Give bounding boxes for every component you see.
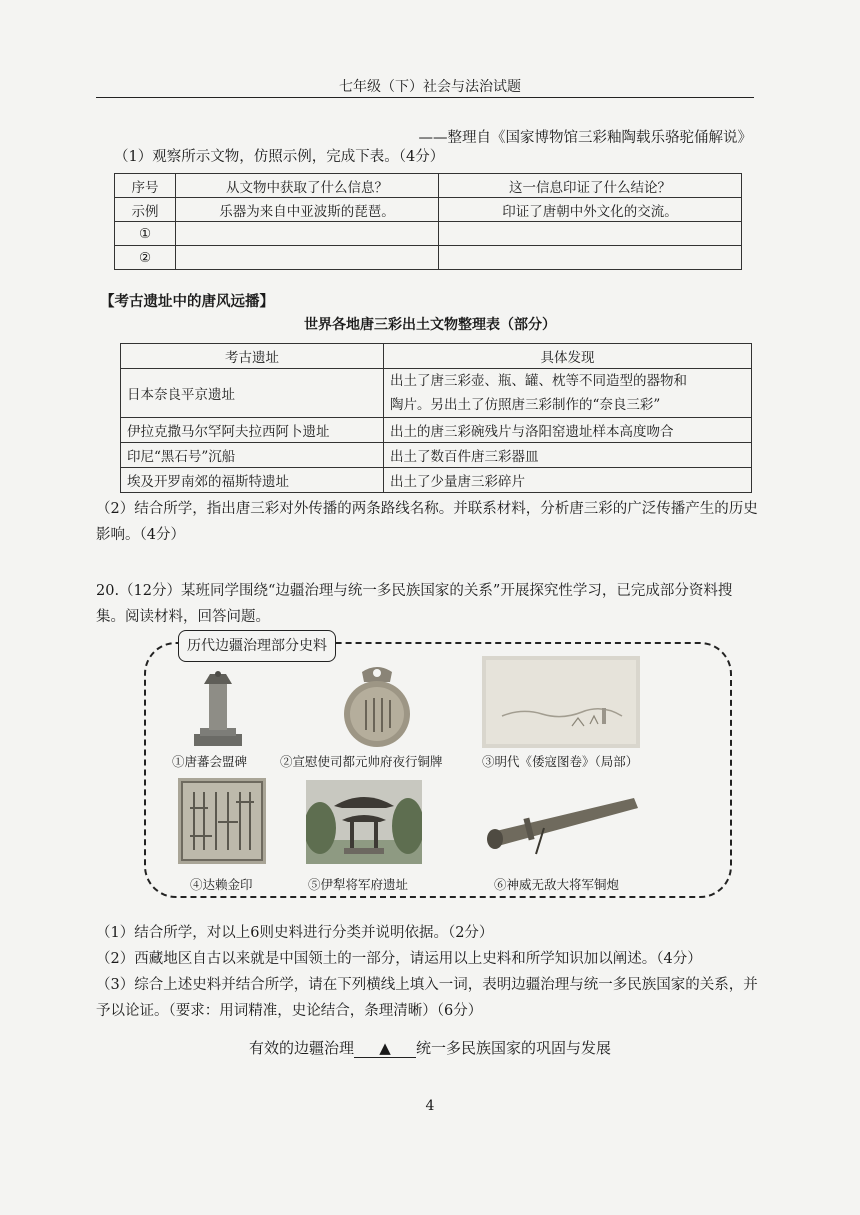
artifact-info-table xyxy=(114,173,742,270)
table-caption: 世界各地唐三彩出土文物整理表（部分） xyxy=(304,317,556,333)
fill-blank-line xyxy=(0,1037,860,1058)
table-row xyxy=(115,246,742,270)
sub-question-1: （1）结合所学，对以上6则史料进行分类并说明依据。（2分） xyxy=(96,925,494,941)
answer-cell[interactable] xyxy=(176,246,439,270)
find-cell xyxy=(384,369,752,418)
material-caption: ②宣慰使司都元帅府夜行铜牌 xyxy=(280,754,443,769)
fill-blank-left: 有效的边疆治理 xyxy=(248,1039,354,1057)
material-caption: ①唐蕃会盟碑 xyxy=(172,754,248,769)
table-cell: 印证了唐朝中外文化的交流。 xyxy=(439,198,742,222)
question-2-text: （2）结合所学，指出唐三彩对外传播的两条路线名称。并联系材料，分析唐三彩的广泛传播产生的历史影响。（4分） xyxy=(96,501,758,543)
table-header-cell: 这一信息印证了什么结论？ xyxy=(439,174,742,198)
table-header-cell: 序号 xyxy=(115,174,176,198)
page-number: 4 xyxy=(425,1098,435,1114)
stele-photo-icon xyxy=(190,670,246,748)
table-cell: ② xyxy=(115,246,176,270)
find-line: 陶片。另出土了仿照唐三彩制作的“奈良三彩” xyxy=(390,397,661,413)
section-title: 【考古遗址中的唐风远播】 xyxy=(100,294,274,310)
bronze-plaque-photo-icon xyxy=(340,664,414,750)
header-rule xyxy=(96,97,754,98)
golden-seal-photo-icon xyxy=(178,778,266,864)
page-header-title: 七年级（下）社会与法治试题 xyxy=(339,79,521,95)
table-header-cell: 考古遗址 xyxy=(121,344,384,369)
find-line: 出土了唐三彩壶、瓶、罐、枕等不同造型的器物和 xyxy=(390,373,687,389)
sub-questions xyxy=(96,920,764,1024)
bronze-cannon-photo-icon xyxy=(484,788,642,858)
site-cell: 印尼“黑石号”沉船 xyxy=(121,443,384,468)
fill-blank-right: 统一多民族国家的巩固与发展 xyxy=(416,1039,612,1057)
question-1-text: （1）观察所示文物，仿照示例，完成下表。（4分） xyxy=(114,149,445,165)
site-cell: 埃及开罗南郊的福斯特遗址 xyxy=(121,468,384,493)
table-cell: ① xyxy=(115,222,176,246)
materials-title: 历代边疆治理部分史料 xyxy=(178,630,336,662)
table-header-row xyxy=(115,174,742,198)
fill-blank-input[interactable] xyxy=(354,1039,416,1058)
find-cell: 出土的唐三彩碗残片与洛阳窑遗址样本高度吻合 xyxy=(384,418,752,443)
material-caption: ④达赖金印 xyxy=(190,877,253,892)
table-row xyxy=(115,222,742,246)
answer-cell[interactable] xyxy=(176,222,439,246)
table-row xyxy=(121,443,752,468)
triangle-marker-icon: ▲ xyxy=(379,1039,391,1057)
table-row xyxy=(121,468,752,493)
question-20-text: 20.（12分）某班同学围绕“边疆治理与统一多民族国家的关系”开展探究性学习，已完成部分资料搜集。阅读材料，回答问题。 xyxy=(96,583,733,625)
site-cell: 伊拉克撒马尔罕阿夫拉西阿卜遗址 xyxy=(121,418,384,443)
find-cell: 出土了少量唐三彩碎片 xyxy=(384,468,752,493)
table-row xyxy=(121,418,752,443)
table-cell: 示例 xyxy=(115,198,176,222)
sub-question-3: （3）综合上述史料并结合所学，请在下列横线上填入一词，表明边疆治理与统一多民族国家的关系，并予以论证。（要求：用词精准，史论结合，条理清晰）（6分） xyxy=(96,977,758,1019)
table-header-cell: 具体发现 xyxy=(384,344,752,369)
answer-cell[interactable] xyxy=(439,246,742,270)
material-caption: ③明代《倭寇图卷》（局部） xyxy=(482,754,639,769)
sub-question-2: （2）西藏地区自古以来就是中国领土的一部分，请运用以上史料和所学知识加以阐述。（4分） xyxy=(96,951,702,967)
table-row xyxy=(115,198,742,222)
table-header-cell: 从文物中获取了什么信息？ xyxy=(176,174,439,198)
material-caption: ⑥神威无敌大将军铜炮 xyxy=(494,877,620,892)
table-cell: 乐器为来自中亚波斯的琵琶。 xyxy=(176,198,439,222)
pavilion-photo-icon xyxy=(306,780,422,864)
tang-sancai-finds-table xyxy=(120,343,752,493)
find-cell: 出土了数百件唐三彩器皿 xyxy=(384,443,752,468)
table-row xyxy=(121,369,752,418)
table-header-row xyxy=(121,344,752,369)
answer-cell[interactable] xyxy=(439,222,742,246)
scroll-painting-photo-icon xyxy=(482,656,640,748)
material-caption: ⑤伊犁将军府遗址 xyxy=(308,877,409,892)
source-citation: ——整理自《国家博物馆三彩釉陶载乐骆驼俑解说》 xyxy=(418,130,752,146)
site-cell: 日本奈良平京遗址 xyxy=(121,369,384,418)
